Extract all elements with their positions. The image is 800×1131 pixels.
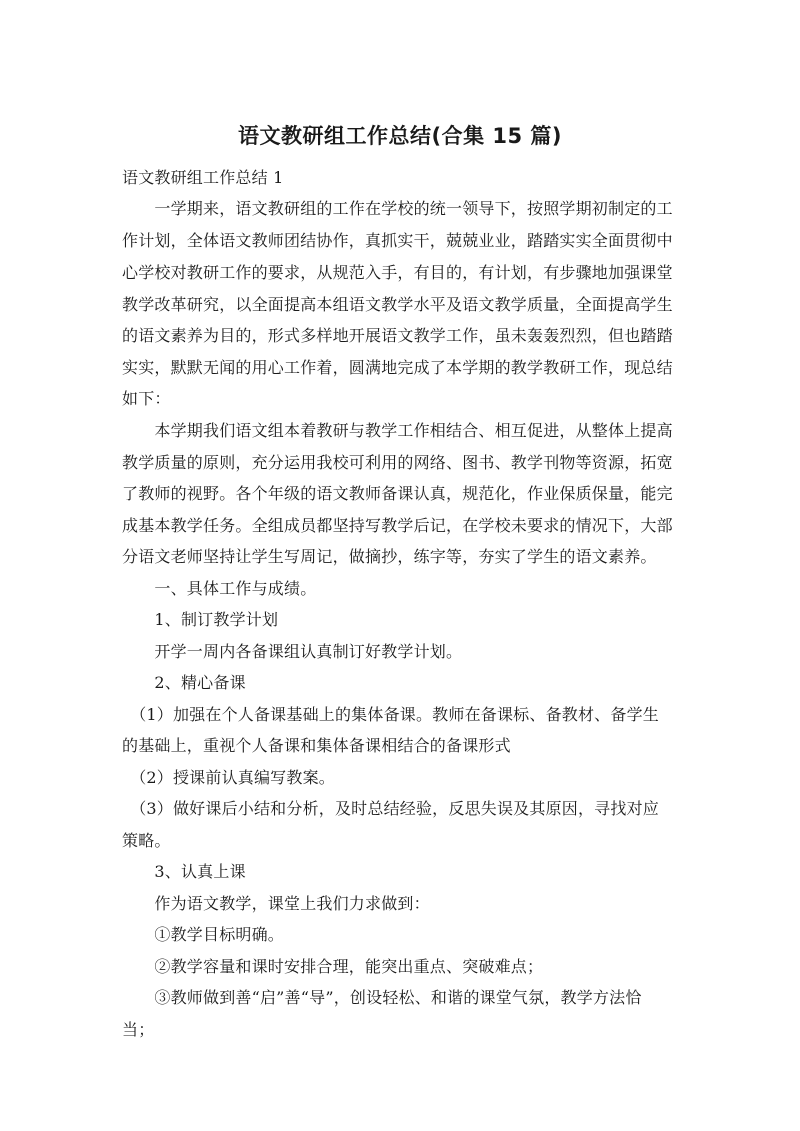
list-heading: 3、认真上课: [122, 862, 246, 881]
section-heading: 语文教研组工作总结 1: [122, 168, 284, 187]
paragraph-line: 一学期来，语文教研组的工作在学校的统一领导下，按照学期初制定的工: [122, 199, 673, 218]
paragraph-line: 开学一周内各备课组认真制订好教学计划。: [122, 642, 463, 661]
paragraph-line: （2）授课前认真编写教案。: [122, 768, 335, 787]
paragraph-line: 心学校对教研工作的要求，从规范入手，有目的，有计划，有步骤地加强课堂: [122, 263, 673, 282]
paragraph-line: 教学改革研究，以全面提高本组语文教学水平及语文教学质量，全面提高学生: [122, 295, 673, 314]
list-heading: 一、具体工作与成绩。: [122, 579, 317, 598]
paragraph-line: 当；: [122, 1020, 155, 1039]
list-item: ①教学目标明确。: [122, 925, 285, 944]
paragraph-line: 本学期我们语文组本着教研与教学工作相结合、相互促进，从整体上提高: [122, 421, 673, 440]
paragraph-line: 成基本教学任务。全组成员都坚持写教学后记，在学校未要求的情况下，大部: [122, 516, 673, 535]
paragraph-line: 如下：: [122, 389, 171, 408]
paragraph-line: 的语文素养为目的，形式多样地开展语文教学工作，虽未轰轰烈烈，但也踏踏: [122, 326, 673, 345]
paragraph-line: 教学质量的原则，充分运用我校可利用的网络、图书、教学刊物等资源，拓宽: [122, 453, 673, 472]
document-title: 语文教研组工作总结(合集 15 篇): [237, 124, 563, 148]
paragraph-line: 作为语文教学，课堂上我们力求做到：: [122, 894, 430, 913]
list-heading: 2、精心备课: [122, 673, 246, 692]
paragraph-line: 的基础上，重视个人备课和集体备课相结合的备课形式: [122, 736, 511, 755]
list-item: ②教学容量和课时安排合理，能突出重点、突破难点；: [122, 957, 544, 976]
list-heading: 1、制订教学计划: [122, 610, 279, 629]
list-item: ③教师做到善“启”善“导”，创设轻松、和谐的课堂气氛，教学方法恰: [122, 988, 642, 1007]
paragraph-line: 作计划，全体语文教师团结协作，真抓实干，兢兢业业，踏踏实实全面贯彻中: [122, 231, 673, 250]
paragraph-line: 策略。: [122, 831, 171, 850]
paragraph-line: 了教师的视野。各个年级的语文教师备课认真，规范化，作业保质保量，能完: [122, 484, 673, 503]
paragraph-line: 实实，默默无闻的用心工作着，圆满地完成了本学期的教学教研工作，现总结: [122, 358, 673, 377]
paragraph-line: 分语文老师坚持让学生写周记，做摘抄，练字等，夯实了学生的语文素养。: [122, 547, 657, 566]
paragraph-line: （1）加强在个人备课基础上的集体备课。教师在备课标、备教材、备学生: [122, 705, 659, 724]
paragraph-line: （3）做好课后小结和分析，及时总结经验，反思失误及其原因，寻找对应: [122, 799, 659, 818]
